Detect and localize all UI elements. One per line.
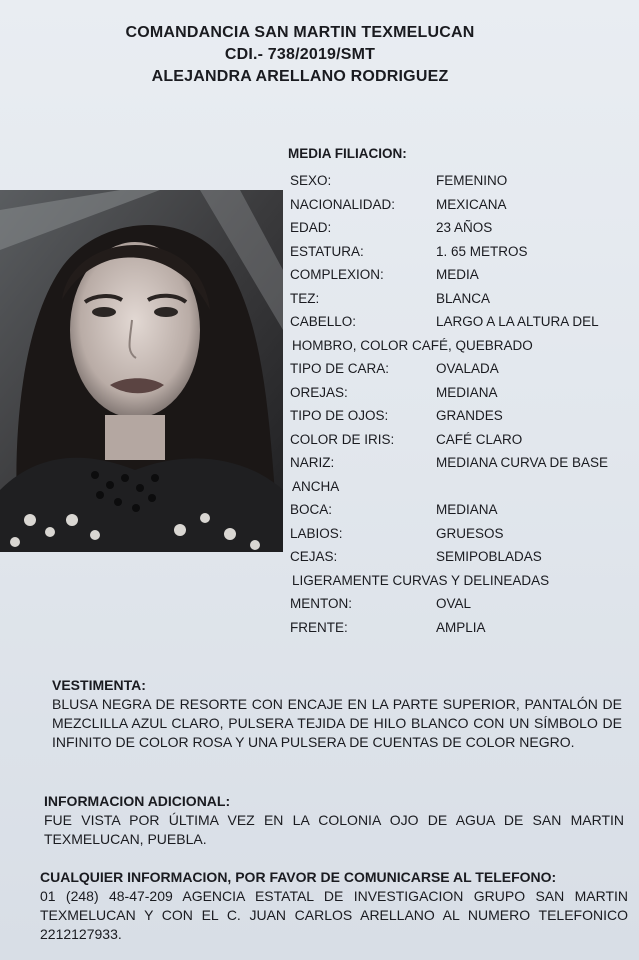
filiacion-value: GRANDES [436,408,503,423]
filiacion-value: MEDIANA [436,502,498,517]
filiacion-value: SEMIPOBLADAS [436,549,542,564]
filiacion-row-complexion [288,263,628,287]
contacto-body: 01 (248) 48-47-209 AGENCIA ESTATAL DE INVESTIGACION GRUPO SAN MARTIN TEXMELUCAN Y CON EL C. JUAN CARLOS ARELLANO AL NUMERO TELEFONICO 2212127933. [40,888,628,942]
filiacion-label: TIPO DE OJOS: [290,408,389,423]
filiacion-row-tipo-ojos [288,404,628,428]
filiacion-value: AMPLIA [436,619,486,635]
filiacion-label: TEZ: [290,290,320,306]
filiacion-value: FEMENINO [436,173,508,188]
informacion-adicional-section [44,792,624,849]
filiacion-label: COMPLEXION: [290,267,384,282]
filiacion-value: GRUESOS [436,525,504,541]
filiacion-value: MEDIA [436,267,479,282]
filiacion-label: BOCA: [290,502,333,517]
filiacion-label: ESTATURA: [290,243,364,259]
filiacion-row-nariz-cont [288,475,628,499]
filiacion-row-tipo-cara [288,357,628,381]
filiacion-label: COLOR DE IRIS: [290,431,395,447]
filiacion-row-labios [288,522,628,546]
person-photo [0,190,283,552]
filiacion-row-edad [288,216,628,240]
filiacion-label: CABELLO: [290,314,357,329]
filiacion-label: CEJAS: [290,549,338,564]
filiacion-row-menton [288,592,628,616]
filiacion-value: MEDIANA CURVA DE BASE [436,455,609,470]
filiacion-label: TIPO DE CARA: [290,361,390,376]
filiacion-value: 23 AÑOS [436,220,493,235]
filiacion-label: LABIOS: [290,525,343,541]
filiacion-list [288,169,628,639]
filiacion-row-color-iris [288,428,628,452]
filiacion-label: OREJAS: [290,384,348,400]
informacion-adicional-body: FUE VISTA POR ÚLTIMA VEZ EN LA COLONIA OJO DE AGUA DE SAN MARTIN TEXMELUCAN, PUEBLA. [44,812,624,847]
filiacion-value: MEXICANA [436,196,507,212]
filiacion-value: LIGERAMENTE CURVAS Y DELINEADAS [292,572,550,588]
person-name: ALEJANDRA ARELLANO RODRIGUEZ [151,68,449,85]
filiacion-label: MENTON: [290,596,353,611]
filiacion-value: ANCHA [292,478,340,494]
filiacion-row-cabello [288,310,628,334]
filiacion-row-nacionalidad [288,193,628,217]
filiacion-value: MEDIANA [436,384,498,400]
filiacion-row-cejas-cont [288,569,628,593]
filiacion-value: OVALADA [436,361,499,376]
filiacion-row-cejas [288,545,628,569]
filiacion-label: EDAD: [290,220,332,235]
filiacion-value: OVAL [436,596,472,611]
filiacion-row-cabello-cont [288,334,628,358]
vestimenta-section [52,676,622,752]
filiacion-row-estatura [288,240,628,264]
filiacion-value: BLANCA [436,290,491,306]
filiacion-label: SEXO: [290,173,332,188]
photo-illustration [0,190,283,552]
filiacion-row-tez [288,287,628,311]
filiacion-row-sexo [288,169,628,193]
contacto-title: CUALQUIER INFORMACION, POR FAVOR DE COMUNICARSE AL TELEFONO: [40,869,557,885]
filiacion-row-boca [288,498,628,522]
filiacion-value: CAFÉ CLARO [436,431,523,447]
vestimenta-title: VESTIMENTA: [52,677,146,693]
agency-title: COMANDANCIA SAN MARTIN TEXMELUCAN [125,24,475,41]
filiacion-value: HOMBRO, COLOR CAFÉ, QUEBRADO [292,337,533,353]
document-header [0,22,600,88]
vestimenta-body: BLUSA NEGRA DE RESORTE CON ENCAJE EN LA PARTE SUPERIOR, PANTALÓN DE MEZCLILLA AZUL CLARO, PULSERA TEJIDA DE HILO BLANCO CON UN SÍMBOLO DE INFINITO DE COLOR ROSA Y UNA PULSERA DE CUENTAS DE COLOR NEGRO. [52,696,622,750]
filiacion-row-orejas [288,381,628,405]
filiacion-row-frente [288,616,628,640]
filiacion-value: 1. 65 METROS [436,243,528,259]
media-filiacion-section [288,146,628,639]
filiacion-row-nariz [288,451,628,475]
filiacion-label: NACIONALIDAD: [290,196,396,212]
filiacion-value: LARGO A LA ALTURA DEL [436,314,599,329]
filiacion-label: FRENTE: [290,619,348,635]
contacto-section [40,868,628,944]
informacion-adicional-title: INFORMACION ADICIONAL: [44,793,231,809]
filiacion-label: NARIZ: [290,455,335,470]
media-filiacion-title: MEDIA FILIACION: [288,146,407,161]
case-number: CDI.- 738/2019/SMT [224,46,376,63]
